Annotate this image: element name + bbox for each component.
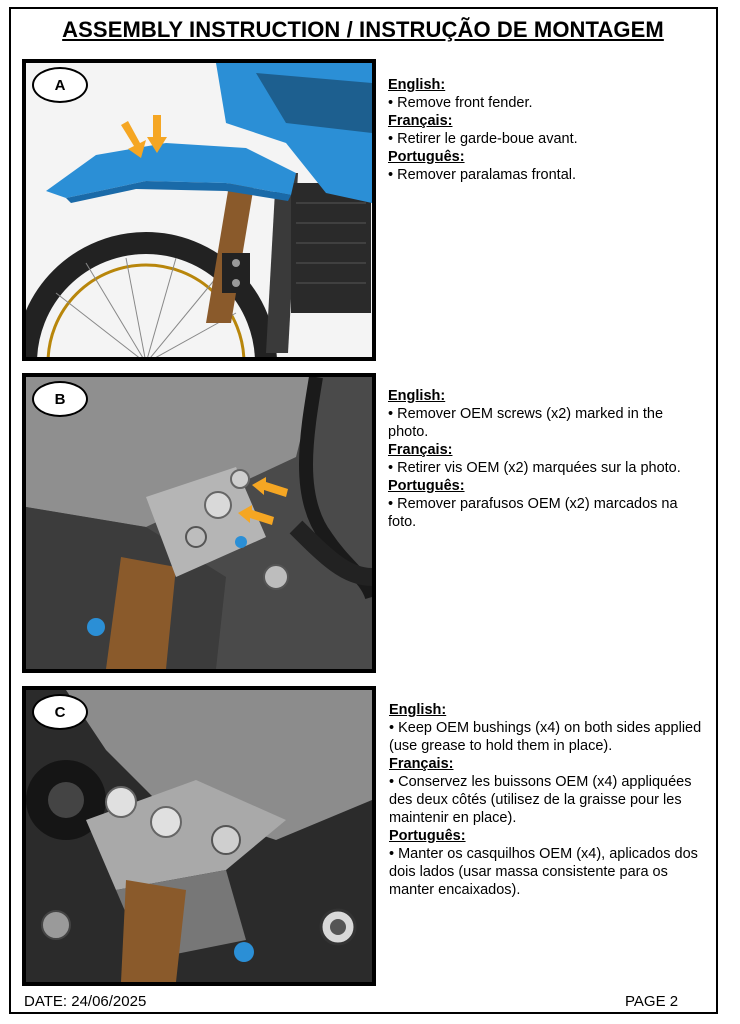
french-text: • Retirer vis OEM (x2) marquées sur la photo. [388, 460, 681, 476]
english-text: • Remover OEM screws (x2) marked in the photo. [388, 406, 664, 440]
step-a-badge: A [32, 67, 88, 103]
french-text: • Retirer le garde-boue avant. [388, 131, 578, 147]
french-heading: Français: [389, 756, 454, 772]
french-text: • Conservez les buissons OEM (x4) appliquées des deux côtés (utilisez de la graisse pour les maintenir en place). [389, 774, 692, 826]
oem-screws-image [26, 377, 372, 669]
motorcycle-front-fender-image [26, 63, 372, 357]
french-heading: Français: [388, 113, 453, 129]
portuguese-text: • Remover paralamas frontal. [388, 167, 577, 183]
oem-bushings-image [26, 690, 372, 982]
step-c-instructions [389, 701, 707, 899]
page-title: ASSEMBLY INSTRUCTION / INSTRUÇÃO DE MONTAGEM [62, 17, 664, 42]
portuguese-text: • Manter os casquilhos OEM (x4), aplicados dos dois lados (usar massa consistente para os manter encaixados). [389, 846, 698, 898]
portuguese-heading: Português: [388, 478, 465, 494]
step-a-photo [22, 59, 376, 361]
step-c-badge: C [32, 694, 88, 730]
english-heading: English: [389, 702, 447, 718]
step-b-instructions [388, 387, 706, 531]
english-text: • Keep OEM bushings (x4) on both sides applied (use grease to hold them in place). [389, 720, 702, 754]
step-a-instructions [388, 76, 706, 184]
english-text: • Remove front fender. [388, 95, 533, 111]
french-heading: Français: [388, 442, 453, 458]
portuguese-text: • Remover parafusos OEM (x2) marcados na foto. [388, 496, 678, 530]
step-b-badge: B [32, 381, 88, 417]
portuguese-heading: Português: [388, 149, 465, 165]
footer-page-number: PAGE 2 [625, 993, 679, 1010]
english-heading: English: [388, 77, 446, 93]
step-b-photo [22, 373, 376, 673]
english-heading: English: [388, 388, 446, 404]
step-c-photo [22, 686, 376, 986]
portuguese-heading: Português: [389, 828, 466, 844]
footer-date: DATE: 24/06/2025 [24, 993, 147, 1010]
